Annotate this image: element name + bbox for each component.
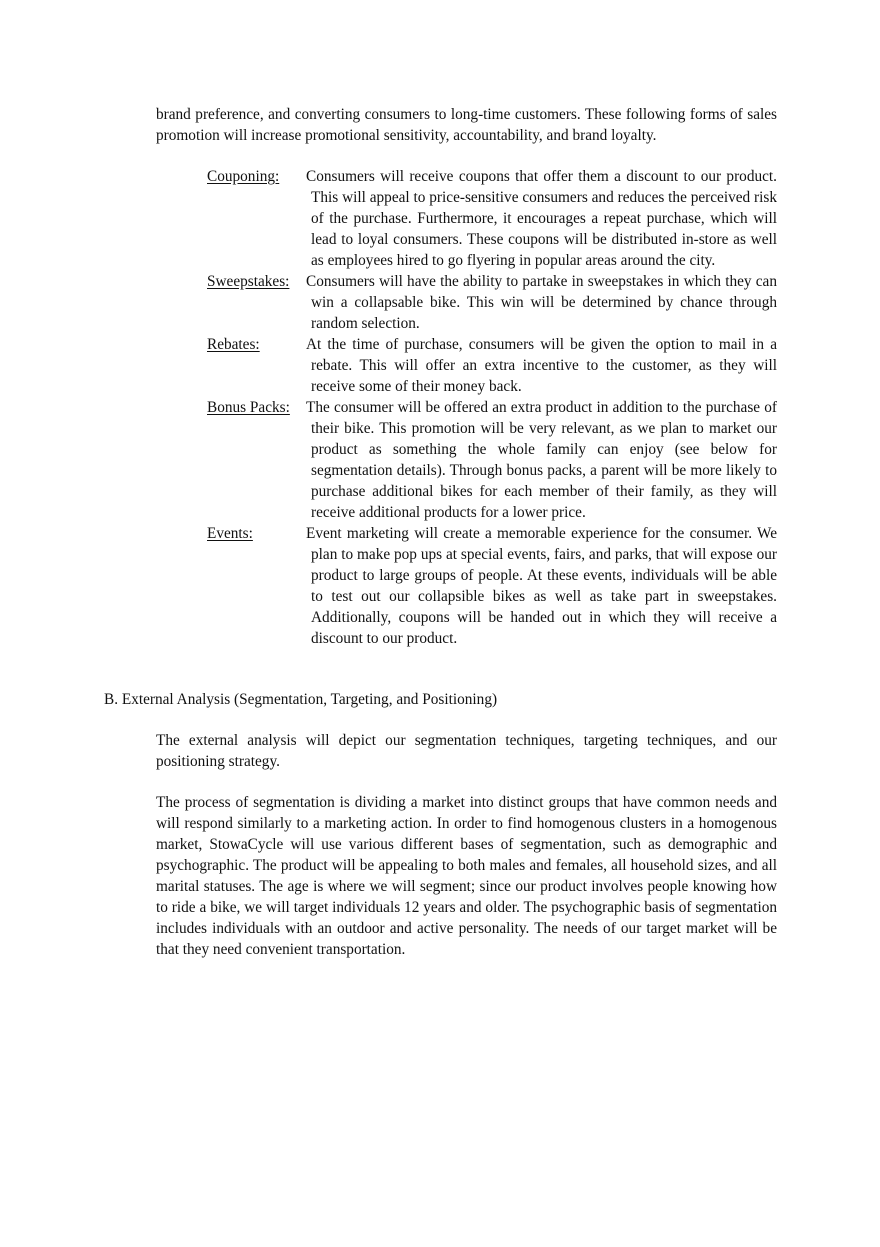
promotion-item-bonus-packs [207,397,777,523]
promotion-description: The consumer will be offered an extra product in addition to the purchase of their bike. This promotion will be very relevant, as we plan to market our product as something the whole family can enjoy (see below for segmentation details). Through bonus packs, a parent will be more likely to purchase additional bikes for each member of their family, as they will receive additional products for a lower price. [306,399,777,521]
external-analysis-intro: The external analysis will depict our segmentation techniques, targeting techniques, and our positioning strategy. [156,732,777,770]
promotion-list [207,166,777,649]
promotion-description: Event marketing will create a memorable experience for the consumer. We plan to make pop ups at special events, fairs, and parks, that will expose our product to large groups of people. At these events, individuals will be able to test out our collapsible bikes as well as take part in sweepstakes. Additionally, coupons will be handed out in which they will receive a discount to our product. [306,525,777,647]
promotion-item-sweepstakes [207,271,777,334]
promotion-item-couponing [207,166,777,271]
section-heading: B. External Analysis (Segmentation, Targeting, and Positioning) [104,691,498,708]
promotion-term: Rebates: [207,336,260,353]
promotion-item-events [207,523,777,649]
promotion-term: Sweepstakes: [207,273,290,290]
segmentation-paragraph: The process of segmentation is dividing a market into distinct groups that have common needs and will respond similarly to a marketing action. In order to find homogenous clusters in a homogenous market, StowaCycle will use various different bases of segmentation, such as demographic and psychographic. The product will be appealing to both males and females, all household sizes, and all marital statuses. The age is where we will segment; since our product involves people knowing how to ride a bike, we will target individuals 12 years and older. The psychographic basis of segmentation includes individuals with an outdoor and active personality. The needs of our target market will be that they need convenient transportation. [156,794,777,958]
promotion-description: Consumers will have the ability to partake in sweepstakes in which they can win a collapsable bike. This win will be determined by chance through random selection. [306,273,777,332]
promotion-term: Bonus Packs: [207,399,290,416]
intro-paragraph: brand preference, and converting consumers to long-time customers. These following forms of sales promotion will increase promotional sensitivity, accountability, and brand loyalty. [156,106,777,144]
promotion-term: Couponing: [207,168,280,185]
promotion-description: At the time of purchase, consumers will be given the option to mail in a rebate. This will offer an extra incentive to the customer, as they will receive some of their money back. [306,336,777,395]
promotion-term: Events: [207,525,253,542]
promotion-item-rebates [207,334,777,397]
promotion-description: Consumers will receive coupons that offer them a discount to our product. This will appeal to price-sensitive consumers and reduces the perceived risk of the purchase. Furthermore, it encourages a repeat purchase, which will lead to loyal consumers. These coupons will be distributed in-store as well as employees hired to go flyering in popular areas around the city. [306,168,777,269]
